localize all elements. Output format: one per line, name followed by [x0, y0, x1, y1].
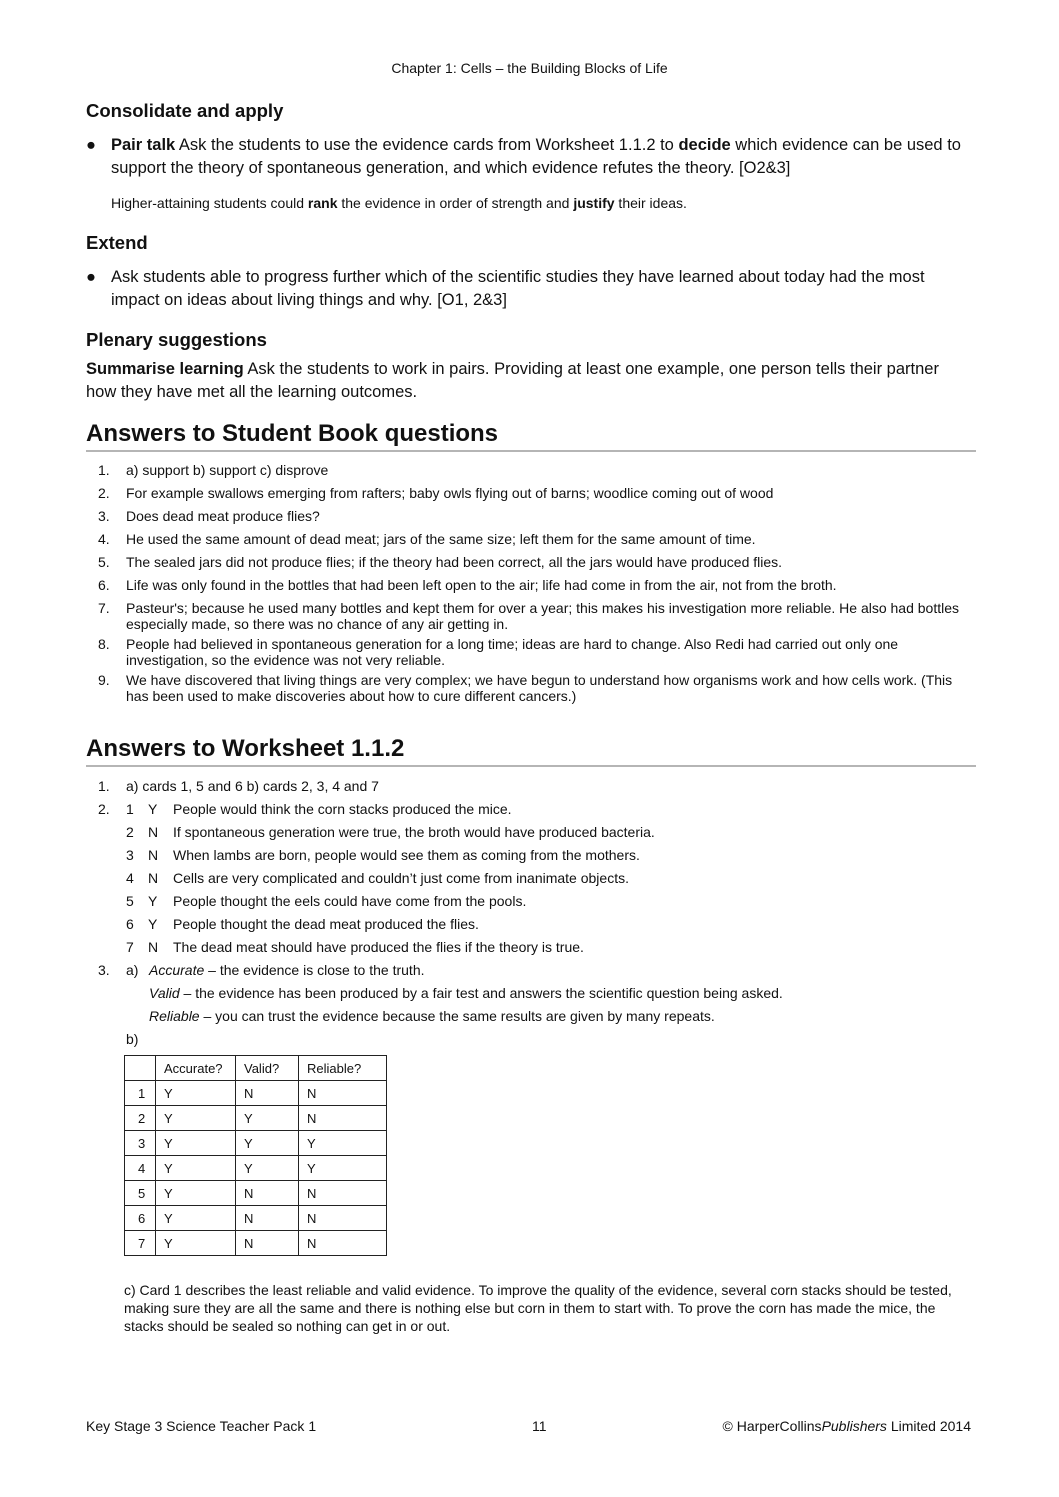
bullet-dot-icon: ●	[86, 268, 96, 286]
card-number: 1	[126, 801, 134, 817]
answer-text: For example swallows emerging from rafters; baby owls flying out of barns; woodlice coming out of wood	[126, 485, 774, 501]
answer-text: a) support b) support c) disprove	[126, 462, 329, 478]
term-accurate: Accurate	[149, 962, 205, 978]
table-cell: Y	[156, 1156, 236, 1181]
list-item: 1. a) cards 1, 5 and 6 b) cards 2, 3, 4 and 7	[86, 775, 971, 798]
footer-title: Key Stage 3 Science Teacher Pack 1	[86, 1418, 317, 1434]
table-cell: N	[299, 1081, 387, 1106]
table-header	[125, 1056, 156, 1081]
chapter-header: Chapter 1: Cells – the Building Blocks of Life	[391, 60, 668, 76]
card-yn: N	[148, 870, 159, 886]
worksheet-answers	[86, 775, 971, 1051]
list-item: 3. Does dead meat produce flies?	[98, 508, 320, 524]
q3b-label: b)	[126, 1031, 139, 1047]
card-yn: N	[148, 847, 159, 863]
table-cell: 4	[125, 1156, 156, 1181]
list-item	[86, 936, 971, 959]
note-text-2: the evidence in order of strength and	[337, 195, 574, 211]
student-book-answers	[86, 462, 971, 711]
page-number: 11	[532, 1418, 547, 1434]
table-row	[125, 1181, 387, 1206]
summarise-learning-label: Summarise learning	[86, 360, 244, 378]
table-cell: Y	[156, 1081, 236, 1106]
card-yn: Y	[148, 801, 158, 817]
card-reason: People would think the corn stacks produced the mice.	[173, 801, 512, 817]
table-cell: Y	[299, 1131, 387, 1156]
card-number: 6	[126, 916, 134, 932]
def-valid: – the evidence has been produced by a fair test and answers the scientific question being asked.	[179, 985, 783, 1001]
table-row	[125, 1231, 387, 1256]
pair-talk-label: Pair talk	[111, 136, 176, 154]
table-header: Reliable?	[299, 1056, 387, 1081]
list-item: 7. Pasteur's; because he used many bottles and kept them for over a year; this makes his investigation more reliable. He also had bottles especially made, so there was no chance of any air getting in.	[98, 600, 960, 632]
def-reliable: – you can trust the evidence because the same results are given by many repeats.	[199, 1008, 715, 1024]
worksheet-heading: Answers to Worksheet 1.1.2	[86, 735, 976, 767]
table-row	[125, 1206, 387, 1231]
answer-text: Life was only found in the bottles that had been left open to the air; life had come in from the air, not from the broth.	[126, 577, 837, 593]
table-cell: N	[299, 1106, 387, 1131]
evidence-table	[124, 1055, 387, 1256]
q3a-label: a)	[126, 962, 139, 978]
list-item: 8. People had believed in spontaneous generation for a long time; ideas are hard to change. Also Redi had carried out only one investigation, so the evidence was not very reliable.	[98, 636, 899, 668]
term-valid: Valid	[149, 985, 180, 1001]
note-text-3: their ideas.	[614, 195, 687, 211]
answer-text: Pasteur's; because he used many bottles and kept them for over a year; this makes his investigation more reliable. He also had bottles especially made, so there was no chance of any air getting in.	[126, 600, 960, 632]
table-cell: Y	[236, 1156, 299, 1181]
card-number: 3	[126, 847, 134, 863]
list-item	[86, 844, 971, 867]
card-number: 5	[126, 893, 134, 909]
table-row	[125, 1156, 387, 1181]
list-item: 4. He used the same amount of dead meat; jars of the same size; left them for the same amount of time.	[98, 531, 756, 547]
card-reason: Cells are very complicated and couldn’t just come from inanimate objects.	[173, 870, 629, 886]
table-cell: Y	[299, 1156, 387, 1181]
term-reliable: Reliable	[149, 1008, 200, 1024]
copyright-pre: © HarperCollins	[722, 1418, 822, 1434]
list-item: 1. a) support b) support c) disprove	[98, 462, 329, 478]
table-cell: Y	[156, 1231, 236, 1256]
card-number: 4	[126, 870, 134, 886]
table-header-row	[125, 1056, 387, 1081]
list-item	[86, 982, 971, 1005]
table-header: Valid?	[236, 1056, 299, 1081]
def-accurate: – the evidence is close to the truth.	[204, 962, 425, 978]
table-cell: N	[299, 1181, 387, 1206]
pair-talk-text-1: Ask the students to use the evidence cards from Worksheet 1.1.2 to	[175, 136, 679, 154]
table-cell: N	[236, 1181, 299, 1206]
plenary-heading: Plenary suggestions	[86, 329, 267, 350]
table-cell: Y	[156, 1131, 236, 1156]
card-reason: When lambs are born, people would see them as coming from the mothers.	[173, 847, 640, 863]
table-row	[125, 1106, 387, 1131]
answer-text: Does dead meat produce flies?	[126, 508, 320, 524]
extend-bullet	[86, 266, 976, 312]
pair-talk-text-2: which evidence can be used to support the theory of spontaneous generation, and which evidence refutes the theory. [O2&3]	[111, 136, 961, 177]
table-cell: 2	[125, 1106, 156, 1131]
list-item: 3. a) Accurate – the evidence is close to the truth.	[86, 959, 971, 982]
table-cell: Y	[156, 1106, 236, 1131]
student-book-heading: Answers to Student Book questions	[86, 420, 976, 452]
table-cell: Y	[156, 1181, 236, 1206]
answer-text: The sealed jars did not produce flies; if the theory had been correct, all the jars would have produced flies.	[126, 554, 783, 570]
table-cell: N	[299, 1231, 387, 1256]
table-cell: 5	[125, 1181, 156, 1206]
list-item	[86, 913, 971, 936]
list-item	[86, 821, 971, 844]
list-item	[86, 890, 971, 913]
table-cell: Y	[236, 1131, 299, 1156]
answer-text: We have discovered that living things are very complex; we have begun to understand how organisms work and how cells work. (This has been used to make discoveries about how to cure different cancers.)	[126, 672, 953, 704]
card-number: 2	[126, 824, 134, 840]
table-cell: N	[236, 1206, 299, 1231]
list-item: 9. We have discovered that living things are very complex; we have begun to understand how organisms work and how cells work. (This has been used to make discoveries about how to cure different cancers.)	[98, 672, 953, 704]
answer-text: People had believed in spontaneous generation for a long time; ideas are hard to change. Also Redi had carried out only one investigation, so the evidence was not very reliable.	[126, 636, 899, 668]
consolidate-heading: Consolidate and apply	[86, 100, 284, 121]
footer-copyright	[723, 1418, 971, 1434]
decide-bold: decide	[678, 136, 731, 154]
card-reason: People thought the eels could have come from the pools.	[173, 893, 527, 909]
table-cell: N	[236, 1231, 299, 1256]
higher-attaining-note	[111, 195, 971, 211]
table-cell: Y	[156, 1206, 236, 1231]
table-cell: Y	[236, 1106, 299, 1131]
plenary-text: Ask the students to work in pairs. Providing at least one example, one person tells their partner how they have met all the learning outcomes.	[86, 360, 939, 401]
list-item: 2. For example swallows emerging from rafters; baby owls flying out of barns; woodlice coming out of wood	[98, 485, 774, 501]
table-cell: 7	[125, 1231, 156, 1256]
table-cell: N	[236, 1081, 299, 1106]
card-yn: Y	[148, 893, 158, 909]
extend-heading: Extend	[86, 232, 148, 253]
table-row	[125, 1081, 387, 1106]
card-number: 7	[126, 939, 134, 955]
note-rank: rank	[307, 195, 338, 211]
card-yn: N	[148, 824, 159, 840]
card-yn: Y	[148, 916, 158, 932]
plenary-paragraph	[86, 358, 966, 404]
note-text-1: Higher-attaining students could	[111, 195, 308, 211]
list-item	[86, 867, 971, 890]
card-reason: The dead meat should have produced the flies if the theory is true.	[173, 939, 584, 955]
answer-text: He used the same amount of dead meat; jars of the same size; left them for the same amount of time.	[126, 531, 756, 547]
note-justify: justify	[573, 195, 615, 211]
table-header: Accurate?	[156, 1056, 236, 1081]
copyright-italic: Publishers	[821, 1418, 887, 1434]
card-reason: People thought the dead meat produced the flies.	[173, 916, 479, 932]
table-cell: N	[299, 1206, 387, 1231]
card-reason: If spontaneous generation were true, the broth would have produced bacteria.	[173, 824, 655, 840]
card-yn: N	[148, 939, 159, 955]
list-item	[86, 1005, 971, 1028]
pair-talk-text	[111, 134, 976, 180]
copyright-post: Limited 2014	[886, 1418, 971, 1434]
bullet-dot-icon: ●	[86, 136, 96, 154]
list-item: 6. Life was only found in the bottles that had been left open to the air; life had come in from the air, not from the broth.	[98, 577, 837, 593]
table-cell: 3	[125, 1131, 156, 1156]
q1-answer: a) cards 1, 5 and 6 b) cards 2, 3, 4 and 7	[126, 778, 379, 794]
pair-talk-bullet	[86, 134, 976, 180]
list-item	[86, 1028, 971, 1051]
extend-text: Ask students able to progress further which of the scientific studies they have learned about today had the most impact on ideas about living things and why. [O1, 2&3]	[111, 268, 925, 309]
list-item: 5. The sealed jars did not produce flies; if the theory had been correct, all the jars would have produced flies.	[98, 554, 783, 570]
table-cell: 1	[125, 1081, 156, 1106]
list-item: 2. 1 Y People would think the corn stacks produced the mice.	[86, 798, 971, 821]
table-row	[125, 1131, 387, 1156]
table-cell: 6	[125, 1206, 156, 1231]
q3c-answer: c) Card 1 describes the least reliable and valid evidence. To improve the quality of the evidence, several corn stacks should be tested, making sure they are all the same and there is nothing else but corn in them to start with. To prove the corn has made the mice, the stacks should be sealed so nothing can get in or out.	[124, 1282, 952, 1334]
